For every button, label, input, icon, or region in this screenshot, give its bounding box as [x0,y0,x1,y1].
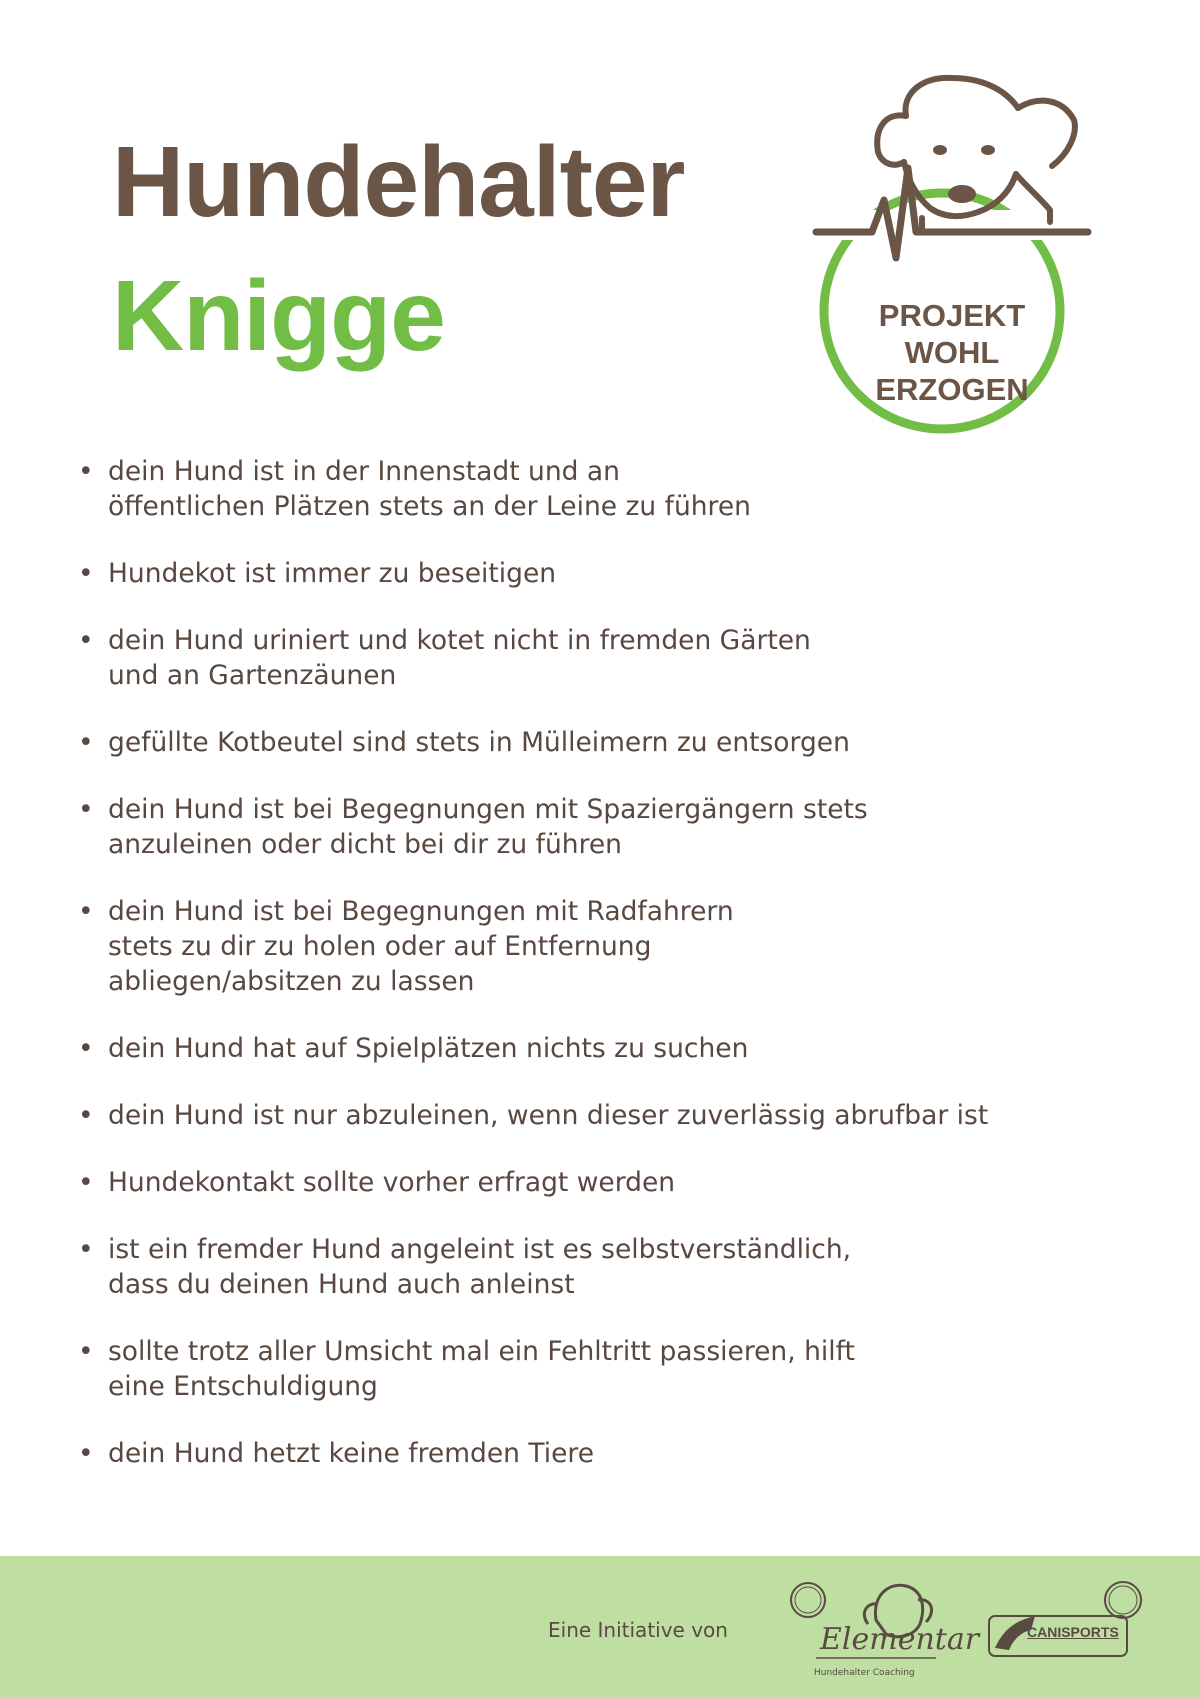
rule-item: • dein Hund ist bei Begegnungen mit Radfahrern stets zu dir zu holen oder auf Entfernung abliegen/absitzen zu lassen [78,894,1058,999]
logo-text: PROJEKT WOHL ERZOGEN [875,298,1029,407]
rule-item: • Hundekot ist immer zu beseitigen [78,556,1058,591]
rule-item: • dein Hund uriniert und kotet nicht in fremden Gärten und an Gartenzäunen [78,623,1058,693]
rule-item: • dein Hund hat auf Spielplätzen nichts zu suchen [78,1031,1058,1066]
elementar-signature: Elementar [820,1622,980,1657]
rule-item: • sollte trotz aller Umsicht mal ein Fehltritt passieren, hilft eine Entschuldigung [78,1334,1058,1404]
projekt-wohl-erzogen-logo [812,68,1092,438]
elementar-subtitle: Hundehalter Coaching [814,1668,915,1678]
rule-item: • dein Hund ist bei Begegnungen mit Spaziergängern stets anzuleinen oder dicht bei dir zu führen [78,792,1058,862]
canisports-logo [985,1576,1149,1676]
title-knigge: Knigge [112,260,445,372]
elementar-logo [786,1574,980,1686]
title-hundehalter: Hundehalter [112,126,685,238]
rule-item: • ist ein fremder Hund angeleint ist es selbstverständlich, dass du deinen Hund auch anleinst [78,1232,1058,1302]
canisports-wordmark: CANISPORTS [1027,1624,1119,1640]
footer-band [0,1556,1200,1697]
rule-item: • Hundekontakt sollte vorher erfragt werden [78,1165,1058,1200]
rule-item: • dein Hund hetzt keine fremden Tiere [78,1436,1058,1471]
rule-item: • gefüllte Kotbeutel sind stets in Mülleimern zu entsorgen [78,725,1058,760]
rule-item: • dein Hund ist nur abzuleinen, wenn dieser zuverlässig abrufbar ist [78,1098,1058,1133]
rules-list [78,454,1058,1471]
rule-item: • dein Hund ist in der Innenstadt und an öffentlichen Plätzen stets an der Leine zu führen [78,454,1058,524]
initiative-label: Eine Initiative von [548,1618,728,1642]
